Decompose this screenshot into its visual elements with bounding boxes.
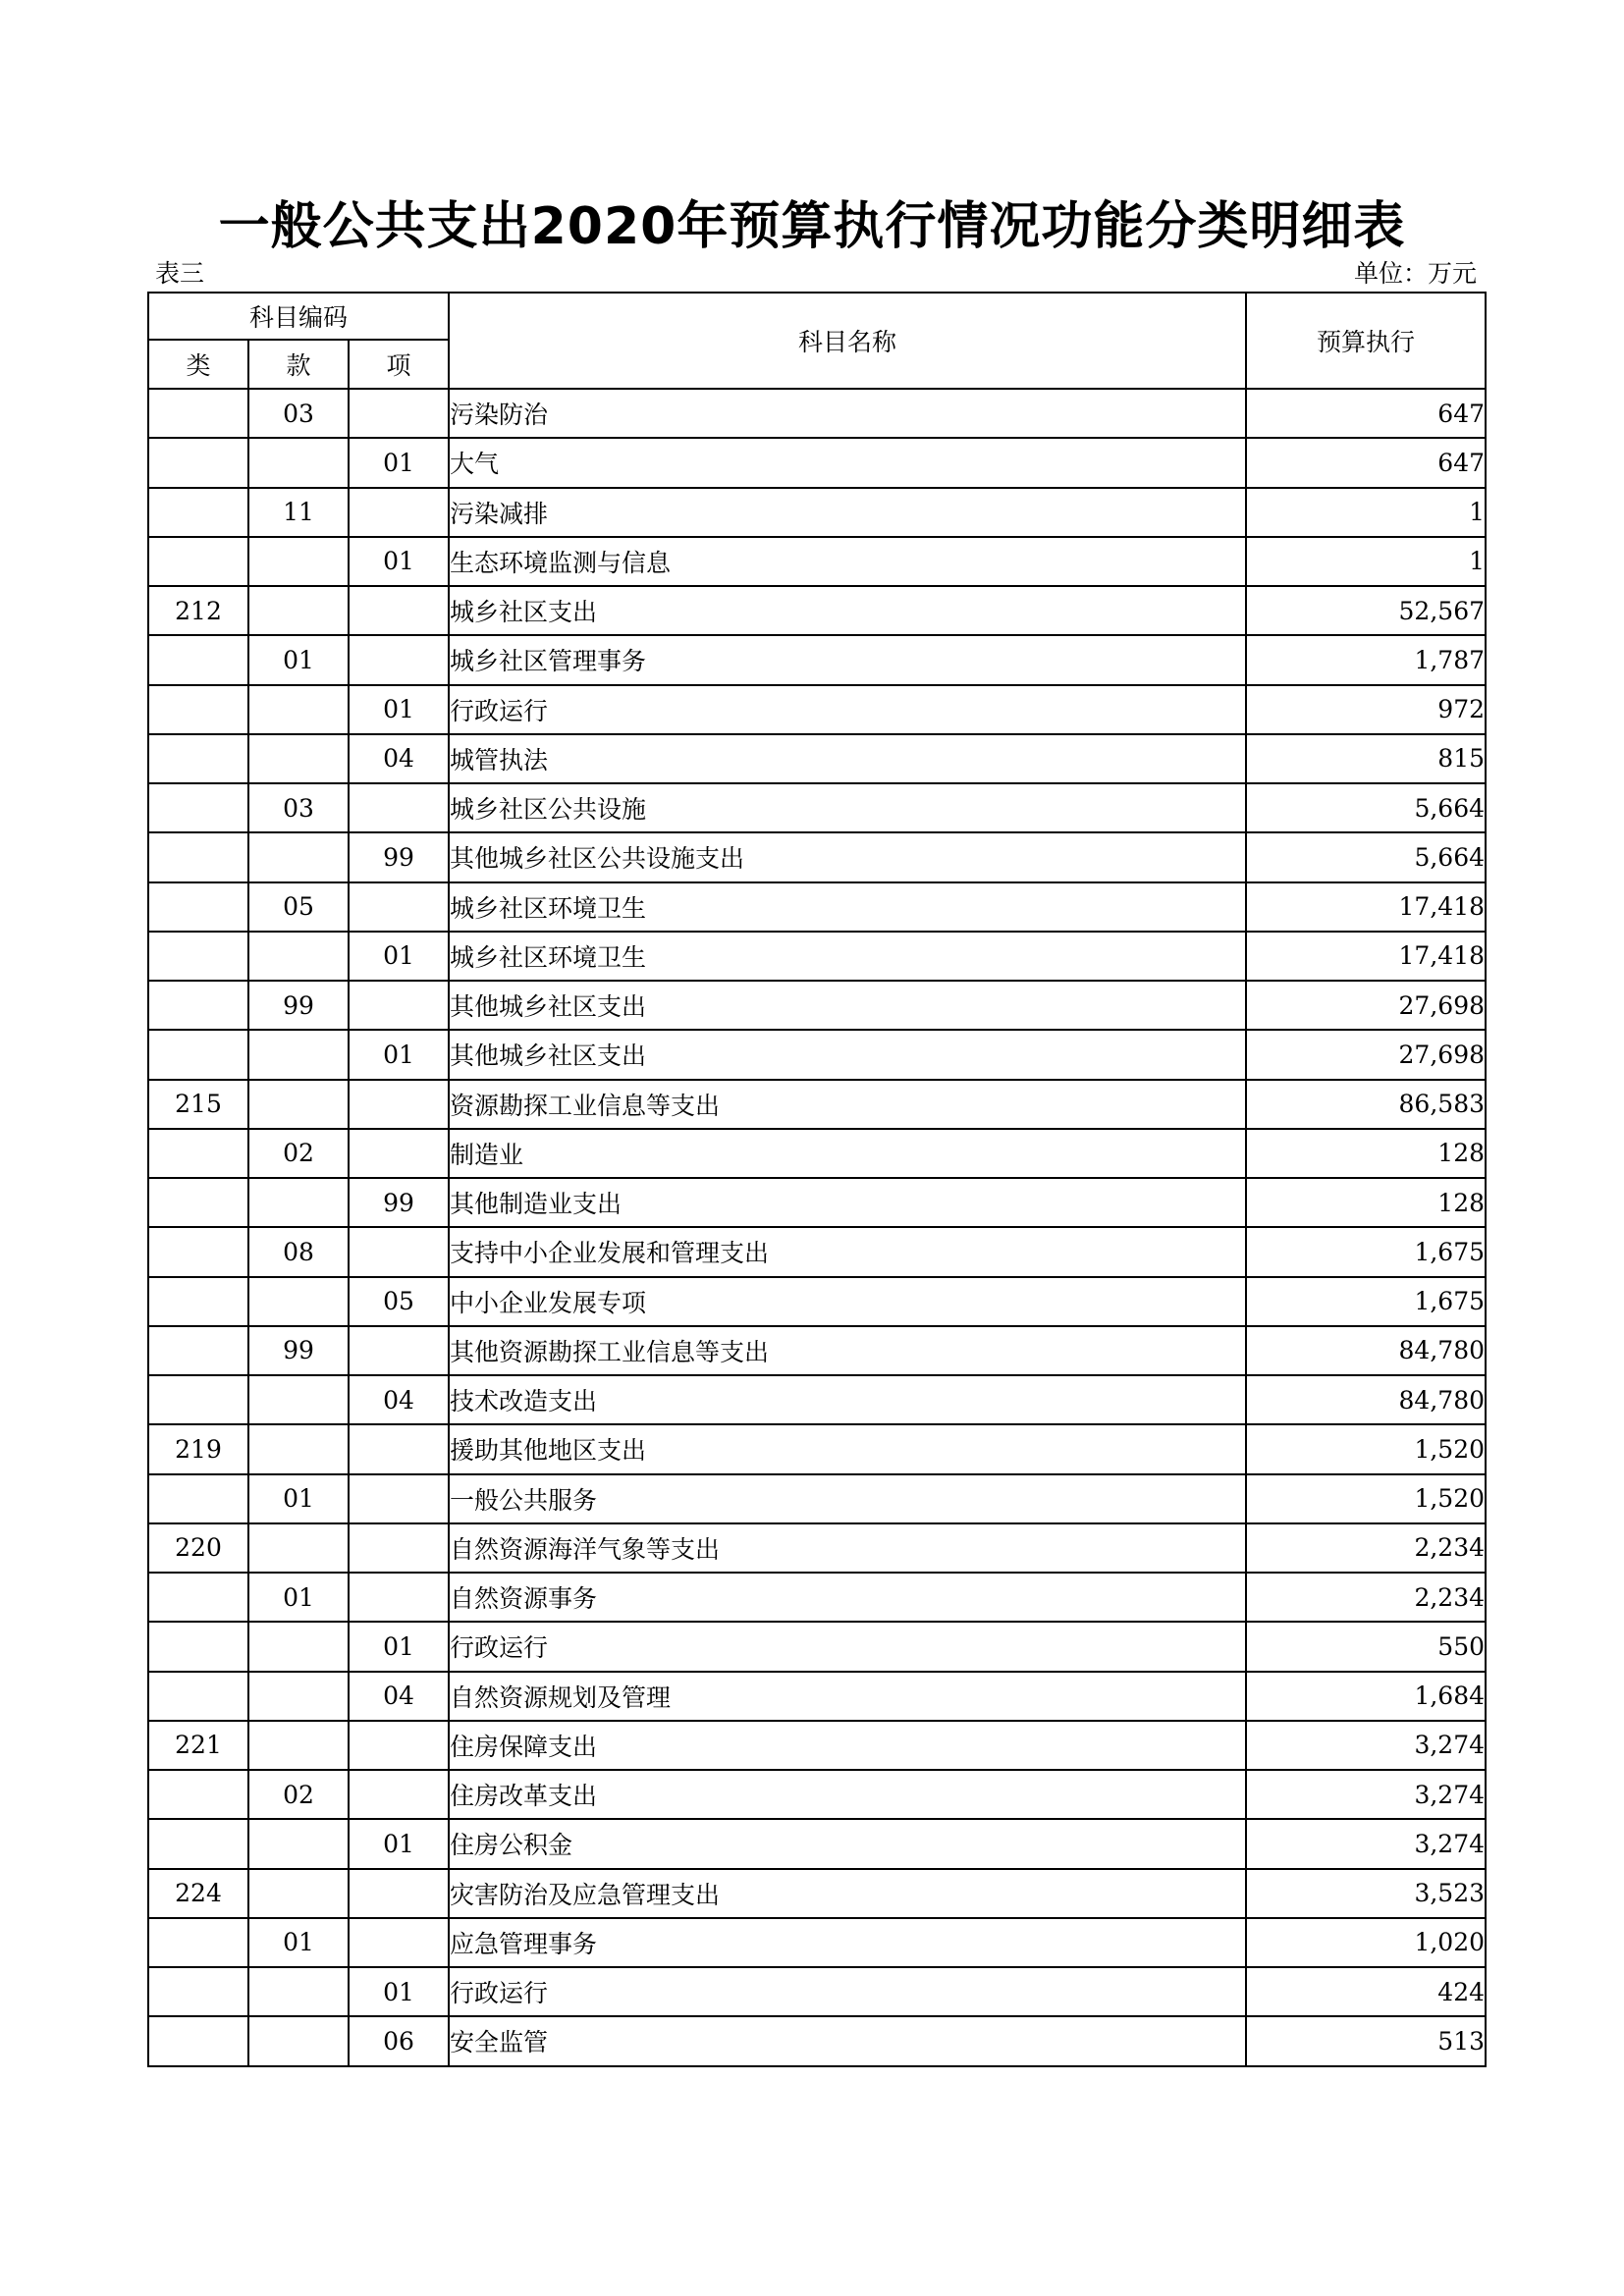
cell-subject-name: 城乡社区环境卫生 bbox=[449, 882, 1246, 932]
cell-kuan: 08 bbox=[248, 1227, 349, 1276]
table-row bbox=[148, 685, 1486, 734]
header-xiang: 项 bbox=[349, 340, 449, 389]
cell-subject-name: 资源勘探工业信息等支出 bbox=[449, 1080, 1246, 1129]
cell-kuan: 99 bbox=[248, 1326, 349, 1375]
cell-lei bbox=[148, 1573, 248, 1622]
cell-subject-name: 其他制造业支出 bbox=[449, 1178, 1246, 1227]
cell-xiang bbox=[349, 1523, 449, 1573]
table-row bbox=[148, 586, 1486, 635]
cell-amount: 1 bbox=[1246, 537, 1486, 586]
cell-lei bbox=[148, 1375, 248, 1424]
unit-label: 单位：万元 bbox=[1353, 259, 1477, 288]
cell-amount: 1,520 bbox=[1246, 1474, 1486, 1523]
cell-kuan bbox=[248, 1672, 349, 1721]
table-row bbox=[148, 1474, 1486, 1523]
cell-subject-name: 应急管理事务 bbox=[449, 1918, 1246, 1967]
cell-lei: 221 bbox=[148, 1721, 248, 1770]
cell-lei bbox=[148, 1622, 248, 1671]
cell-xiang bbox=[349, 1721, 449, 1770]
table-row bbox=[148, 389, 1486, 438]
cell-kuan bbox=[248, 1869, 349, 1918]
page-title: 一般公共支出2020年预算执行情况功能分类明细表 bbox=[218, 197, 1406, 256]
cell-amount: 513 bbox=[1246, 2016, 1486, 2065]
table-row bbox=[148, 537, 1486, 586]
cell-subject-name: 住房保障支出 bbox=[449, 1721, 1246, 1770]
cell-subject-name: 城乡社区公共设施 bbox=[449, 783, 1246, 832]
table-row bbox=[148, 1227, 1486, 1276]
cell-lei bbox=[148, 734, 248, 783]
cell-amount: 27,698 bbox=[1246, 981, 1486, 1030]
cell-subject-name: 自然资源规划及管理 bbox=[449, 1672, 1246, 1721]
cell-xiang bbox=[349, 1227, 449, 1276]
cell-kuan bbox=[248, 1277, 349, 1326]
cell-amount: 3,274 bbox=[1246, 1721, 1486, 1770]
cell-lei bbox=[148, 685, 248, 734]
cell-xiang: 01 bbox=[349, 685, 449, 734]
cell-kuan bbox=[248, 1523, 349, 1573]
cell-lei: 220 bbox=[148, 1523, 248, 1573]
cell-xiang: 01 bbox=[349, 1819, 449, 1868]
cell-amount: 128 bbox=[1246, 1129, 1486, 1178]
cell-amount: 1,020 bbox=[1246, 1918, 1486, 1967]
cell-xiang bbox=[349, 586, 449, 635]
cell-xiang bbox=[349, 635, 449, 684]
cell-kuan: 02 bbox=[248, 1129, 349, 1178]
cell-kuan: 01 bbox=[248, 1918, 349, 1967]
cell-xiang: 99 bbox=[349, 1178, 449, 1227]
cell-xiang bbox=[349, 1129, 449, 1178]
cell-amount: 2,234 bbox=[1246, 1523, 1486, 1573]
cell-subject-name: 污染减排 bbox=[449, 488, 1246, 537]
cell-lei bbox=[148, 438, 248, 487]
cell-amount: 1 bbox=[1246, 488, 1486, 537]
cell-kuan bbox=[248, 1622, 349, 1671]
table-row bbox=[148, 1129, 1486, 1178]
table-row bbox=[148, 882, 1486, 932]
table-row bbox=[148, 1573, 1486, 1622]
cell-kuan bbox=[248, 1080, 349, 1129]
cell-amount: 815 bbox=[1246, 734, 1486, 783]
cell-subject-name: 援助其他地区支出 bbox=[449, 1424, 1246, 1473]
cell-kuan bbox=[248, 586, 349, 635]
cell-amount: 1,684 bbox=[1246, 1672, 1486, 1721]
cell-subject-name: 支持中小企业发展和管理支出 bbox=[449, 1227, 1246, 1276]
cell-lei bbox=[148, 1918, 248, 1967]
cell-amount: 27,698 bbox=[1246, 1030, 1486, 1079]
cell-subject-name: 行政运行 bbox=[449, 1967, 1246, 2016]
cell-kuan: 03 bbox=[248, 389, 349, 438]
cell-lei bbox=[148, 1672, 248, 1721]
cell-amount: 647 bbox=[1246, 438, 1486, 487]
cell-xiang bbox=[349, 1918, 449, 1967]
cell-subject-name: 制造业 bbox=[449, 1129, 1246, 1178]
cell-kuan bbox=[248, 685, 349, 734]
cell-kuan bbox=[248, 1424, 349, 1473]
cell-subject-name: 行政运行 bbox=[449, 685, 1246, 734]
table-row bbox=[148, 832, 1486, 881]
cell-amount: 5,664 bbox=[1246, 832, 1486, 881]
cell-kuan: 11 bbox=[248, 488, 349, 537]
table-row bbox=[148, 1424, 1486, 1473]
cell-kuan bbox=[248, 537, 349, 586]
cell-xiang: 01 bbox=[349, 1967, 449, 2016]
header-kuan: 款 bbox=[248, 340, 349, 389]
cell-xiang bbox=[349, 1573, 449, 1622]
table-row bbox=[148, 1178, 1486, 1227]
cell-xiang: 01 bbox=[349, 438, 449, 487]
cell-amount: 424 bbox=[1246, 1967, 1486, 2016]
cell-xiang bbox=[349, 783, 449, 832]
table-row bbox=[148, 488, 1486, 537]
table-row bbox=[148, 783, 1486, 832]
cell-xiang bbox=[349, 1869, 449, 1918]
cell-amount: 84,780 bbox=[1246, 1326, 1486, 1375]
cell-xiang bbox=[349, 882, 449, 932]
cell-lei bbox=[148, 1129, 248, 1178]
cell-amount: 1,675 bbox=[1246, 1227, 1486, 1276]
cell-subject-name: 城乡社区支出 bbox=[449, 586, 1246, 635]
cell-xiang bbox=[349, 1770, 449, 1819]
cell-subject-name: 住房改革支出 bbox=[449, 1770, 1246, 1819]
cell-lei bbox=[148, 1227, 248, 1276]
cell-amount: 1,787 bbox=[1246, 635, 1486, 684]
table-label: 表三 bbox=[155, 259, 205, 288]
table-row bbox=[148, 1869, 1486, 1918]
table-row bbox=[148, 2016, 1486, 2065]
cell-kuan: 01 bbox=[248, 1474, 349, 1523]
cell-subject-name: 技术改造支出 bbox=[449, 1375, 1246, 1424]
cell-lei bbox=[148, 537, 248, 586]
cell-amount: 972 bbox=[1246, 685, 1486, 734]
cell-subject-name: 城乡社区管理事务 bbox=[449, 635, 1246, 684]
header-subject-code: 科目编码 bbox=[148, 293, 449, 340]
cell-xiang bbox=[349, 488, 449, 537]
table-row bbox=[148, 981, 1486, 1030]
cell-lei bbox=[148, 1178, 248, 1227]
cell-amount: 3,523 bbox=[1246, 1869, 1486, 1918]
table-header bbox=[148, 293, 1486, 389]
cell-lei bbox=[148, 1277, 248, 1326]
cell-lei bbox=[148, 882, 248, 932]
cell-lei bbox=[148, 1474, 248, 1523]
cell-xiang bbox=[349, 389, 449, 438]
cell-xiang: 01 bbox=[349, 1622, 449, 1671]
header-lei: 类 bbox=[148, 340, 248, 389]
table-row bbox=[148, 1523, 1486, 1573]
cell-xiang: 01 bbox=[349, 932, 449, 981]
cell-subject-name: 灾害防治及应急管理支出 bbox=[449, 1869, 1246, 1918]
cell-xiang bbox=[349, 1474, 449, 1523]
cell-xiang: 01 bbox=[349, 537, 449, 586]
cell-amount: 647 bbox=[1246, 389, 1486, 438]
cell-subject-name: 生态环境监测与信息 bbox=[449, 537, 1246, 586]
cell-amount: 52,567 bbox=[1246, 586, 1486, 635]
cell-amount: 86,583 bbox=[1246, 1080, 1486, 1129]
cell-lei bbox=[148, 1967, 248, 2016]
cell-lei: 215 bbox=[148, 1080, 248, 1129]
table-row bbox=[148, 635, 1486, 684]
cell-kuan: 99 bbox=[248, 981, 349, 1030]
cell-kuan: 01 bbox=[248, 635, 349, 684]
cell-lei bbox=[148, 2016, 248, 2065]
cell-lei bbox=[148, 783, 248, 832]
cell-amount: 550 bbox=[1246, 1622, 1486, 1671]
cell-subject-name: 城管执法 bbox=[449, 734, 1246, 783]
table-row bbox=[148, 1375, 1486, 1424]
cell-kuan bbox=[248, 2016, 349, 2065]
table-row bbox=[148, 1721, 1486, 1770]
cell-subject-name: 住房公积金 bbox=[449, 1819, 1246, 1868]
cell-kuan bbox=[248, 832, 349, 881]
cell-kuan bbox=[248, 1721, 349, 1770]
cell-subject-name: 其他城乡社区支出 bbox=[449, 981, 1246, 1030]
cell-xiang bbox=[349, 981, 449, 1030]
cell-kuan bbox=[248, 1819, 349, 1868]
cell-lei bbox=[148, 832, 248, 881]
cell-amount: 2,234 bbox=[1246, 1573, 1486, 1622]
table-row bbox=[148, 1819, 1486, 1868]
table-row bbox=[148, 1672, 1486, 1721]
cell-amount: 17,418 bbox=[1246, 882, 1486, 932]
cell-kuan bbox=[248, 438, 349, 487]
cell-lei bbox=[148, 635, 248, 684]
cell-xiang bbox=[349, 1080, 449, 1129]
cell-subject-name: 中小企业发展专项 bbox=[449, 1277, 1246, 1326]
table-row bbox=[148, 1967, 1486, 2016]
cell-kuan bbox=[248, 1030, 349, 1079]
cell-lei bbox=[148, 1326, 248, 1375]
cell-subject-name: 污染防治 bbox=[449, 389, 1246, 438]
cell-subject-name: 安全监管 bbox=[449, 2016, 1246, 2065]
cell-lei bbox=[148, 389, 248, 438]
cell-amount: 84,780 bbox=[1246, 1375, 1486, 1424]
cell-xiang: 99 bbox=[349, 832, 449, 881]
cell-subject-name: 行政运行 bbox=[449, 1622, 1246, 1671]
header-subject-name: 科目名称 bbox=[449, 293, 1246, 389]
cell-xiang bbox=[349, 1326, 449, 1375]
cell-xiang: 06 bbox=[349, 2016, 449, 2065]
table-row bbox=[148, 734, 1486, 783]
cell-amount: 1,520 bbox=[1246, 1424, 1486, 1473]
cell-subject-name: 其他城乡社区公共设施支出 bbox=[449, 832, 1246, 881]
cell-subject-name: 城乡社区环境卫生 bbox=[449, 932, 1246, 981]
cell-amount: 5,664 bbox=[1246, 783, 1486, 832]
cell-lei bbox=[148, 1770, 248, 1819]
cell-kuan bbox=[248, 734, 349, 783]
cell-subject-name: 自然资源事务 bbox=[449, 1573, 1246, 1622]
cell-lei: 212 bbox=[148, 586, 248, 635]
cell-amount: 128 bbox=[1246, 1178, 1486, 1227]
table-row bbox=[148, 1918, 1486, 1967]
cell-kuan bbox=[248, 1178, 349, 1227]
cell-lei bbox=[148, 488, 248, 537]
cell-xiang: 01 bbox=[349, 1030, 449, 1079]
table-row bbox=[148, 438, 1486, 487]
cell-subject-name: 大气 bbox=[449, 438, 1246, 487]
cell-amount: 3,274 bbox=[1246, 1819, 1486, 1868]
cell-xiang bbox=[349, 1424, 449, 1473]
cell-kuan: 05 bbox=[248, 882, 349, 932]
cell-kuan: 01 bbox=[248, 1573, 349, 1622]
cell-amount: 3,274 bbox=[1246, 1770, 1486, 1819]
cell-subject-name: 自然资源海洋气象等支出 bbox=[449, 1523, 1246, 1573]
cell-lei bbox=[148, 932, 248, 981]
cell-kuan bbox=[248, 1967, 349, 2016]
table-body bbox=[148, 389, 1486, 2066]
cell-xiang: 04 bbox=[349, 734, 449, 783]
cell-xiang: 04 bbox=[349, 1375, 449, 1424]
budget-table bbox=[147, 292, 1487, 2067]
table-row bbox=[148, 1770, 1486, 1819]
table-row bbox=[148, 1080, 1486, 1129]
header-budget-execution: 预算执行 bbox=[1246, 293, 1486, 389]
cell-subject-name: 一般公共服务 bbox=[449, 1474, 1246, 1523]
cell-xiang: 05 bbox=[349, 1277, 449, 1326]
table-row bbox=[148, 1030, 1486, 1079]
cell-subject-name: 其他城乡社区支出 bbox=[449, 1030, 1246, 1079]
table-row bbox=[148, 1277, 1486, 1326]
cell-kuan: 02 bbox=[248, 1770, 349, 1819]
cell-lei: 224 bbox=[148, 1869, 248, 1918]
table-row bbox=[148, 1622, 1486, 1671]
cell-lei bbox=[148, 981, 248, 1030]
table-row bbox=[148, 1326, 1486, 1375]
cell-xiang: 04 bbox=[349, 1672, 449, 1721]
cell-lei bbox=[148, 1030, 248, 1079]
cell-lei: 219 bbox=[148, 1424, 248, 1473]
cell-amount: 17,418 bbox=[1246, 932, 1486, 981]
cell-kuan bbox=[248, 932, 349, 981]
cell-subject-name: 其他资源勘探工业信息等支出 bbox=[449, 1326, 1246, 1375]
table-row bbox=[148, 932, 1486, 981]
cell-kuan bbox=[248, 1375, 349, 1424]
cell-kuan: 03 bbox=[248, 783, 349, 832]
cell-amount: 1,675 bbox=[1246, 1277, 1486, 1326]
cell-lei bbox=[148, 1819, 248, 1868]
